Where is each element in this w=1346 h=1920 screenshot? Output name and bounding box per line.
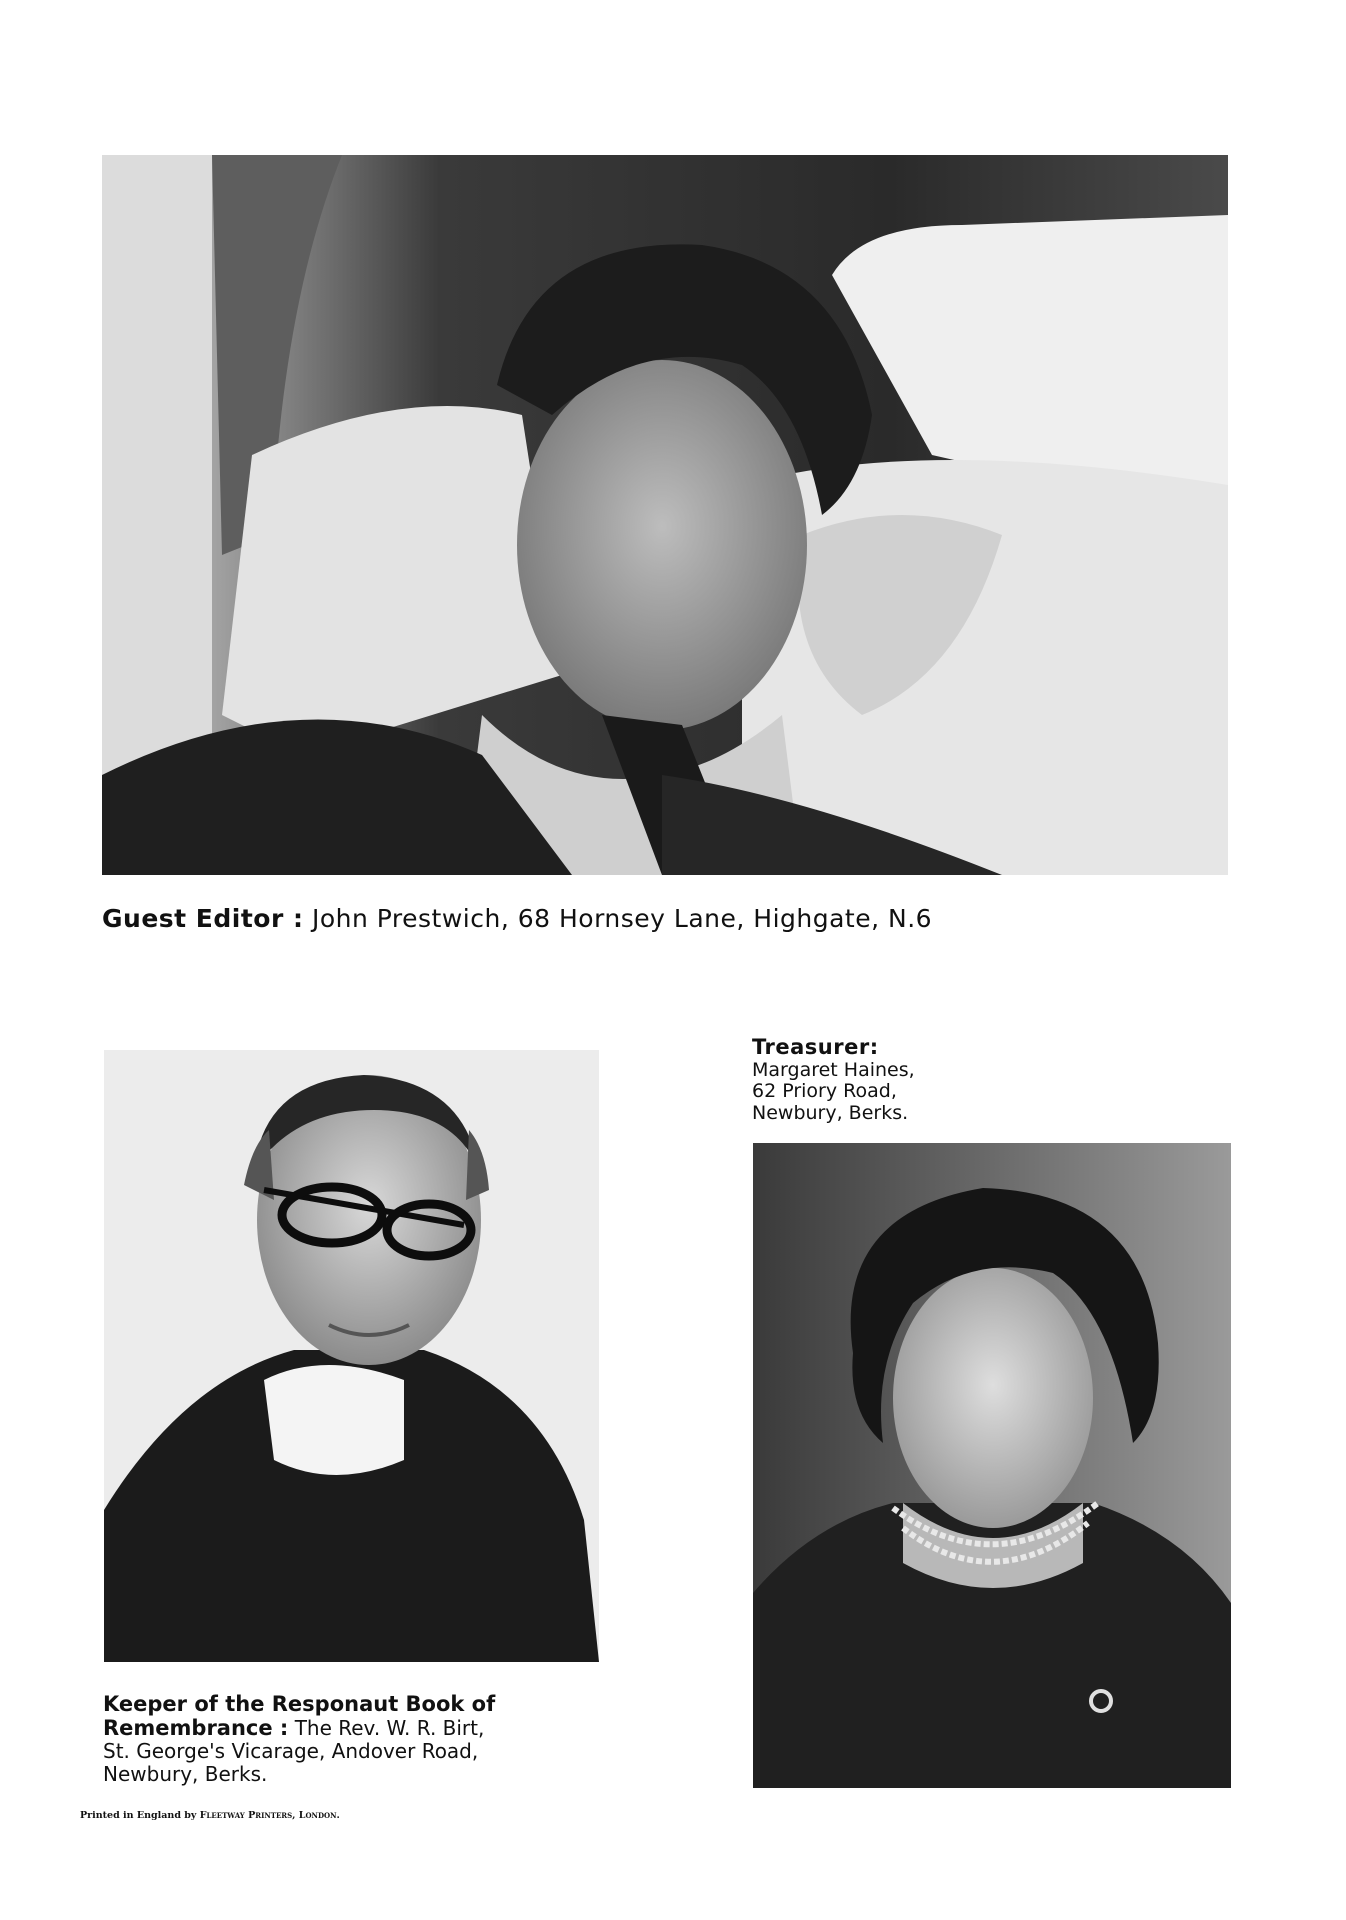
printer-name: Fleetway Printers, London. <box>199 1810 340 1821</box>
treasurer-caption <box>752 1036 915 1124</box>
guest-editor-label: Guest Editor : <box>102 904 304 933</box>
guest-editor-photo <box>102 155 1228 875</box>
keeper-town: Newbury, Berks. <box>103 1762 268 1787</box>
treasurer-photo <box>753 1143 1231 1788</box>
keeper-photo <box>104 1050 599 1662</box>
keeper-label-line1: Keeper of the Responaut Book of <box>103 1692 496 1716</box>
keeper-label-line2: Remembrance : <box>103 1715 289 1740</box>
guest-editor-caption <box>102 905 932 933</box>
printer-imprint <box>80 1810 340 1821</box>
treasurer-label: Treasurer: <box>752 1035 879 1059</box>
treasurer-street: 62 Priory Road, <box>752 1080 897 1103</box>
keeper-caption <box>103 1693 495 1786</box>
treasurer-name: Margaret Haines, <box>752 1058 915 1081</box>
printer-prefix: Printed in England by <box>80 1810 197 1821</box>
keeper-name: The Rev. W. R. Birt, <box>294 1715 485 1740</box>
treasurer-town: Newbury, Berks. <box>752 1101 909 1124</box>
keeper-street: St. George's Vicarage, Andover Road, <box>103 1739 479 1764</box>
guest-editor-details: John Prestwich, 68 Hornsey Lane, Highgate, N.6 <box>311 904 933 933</box>
